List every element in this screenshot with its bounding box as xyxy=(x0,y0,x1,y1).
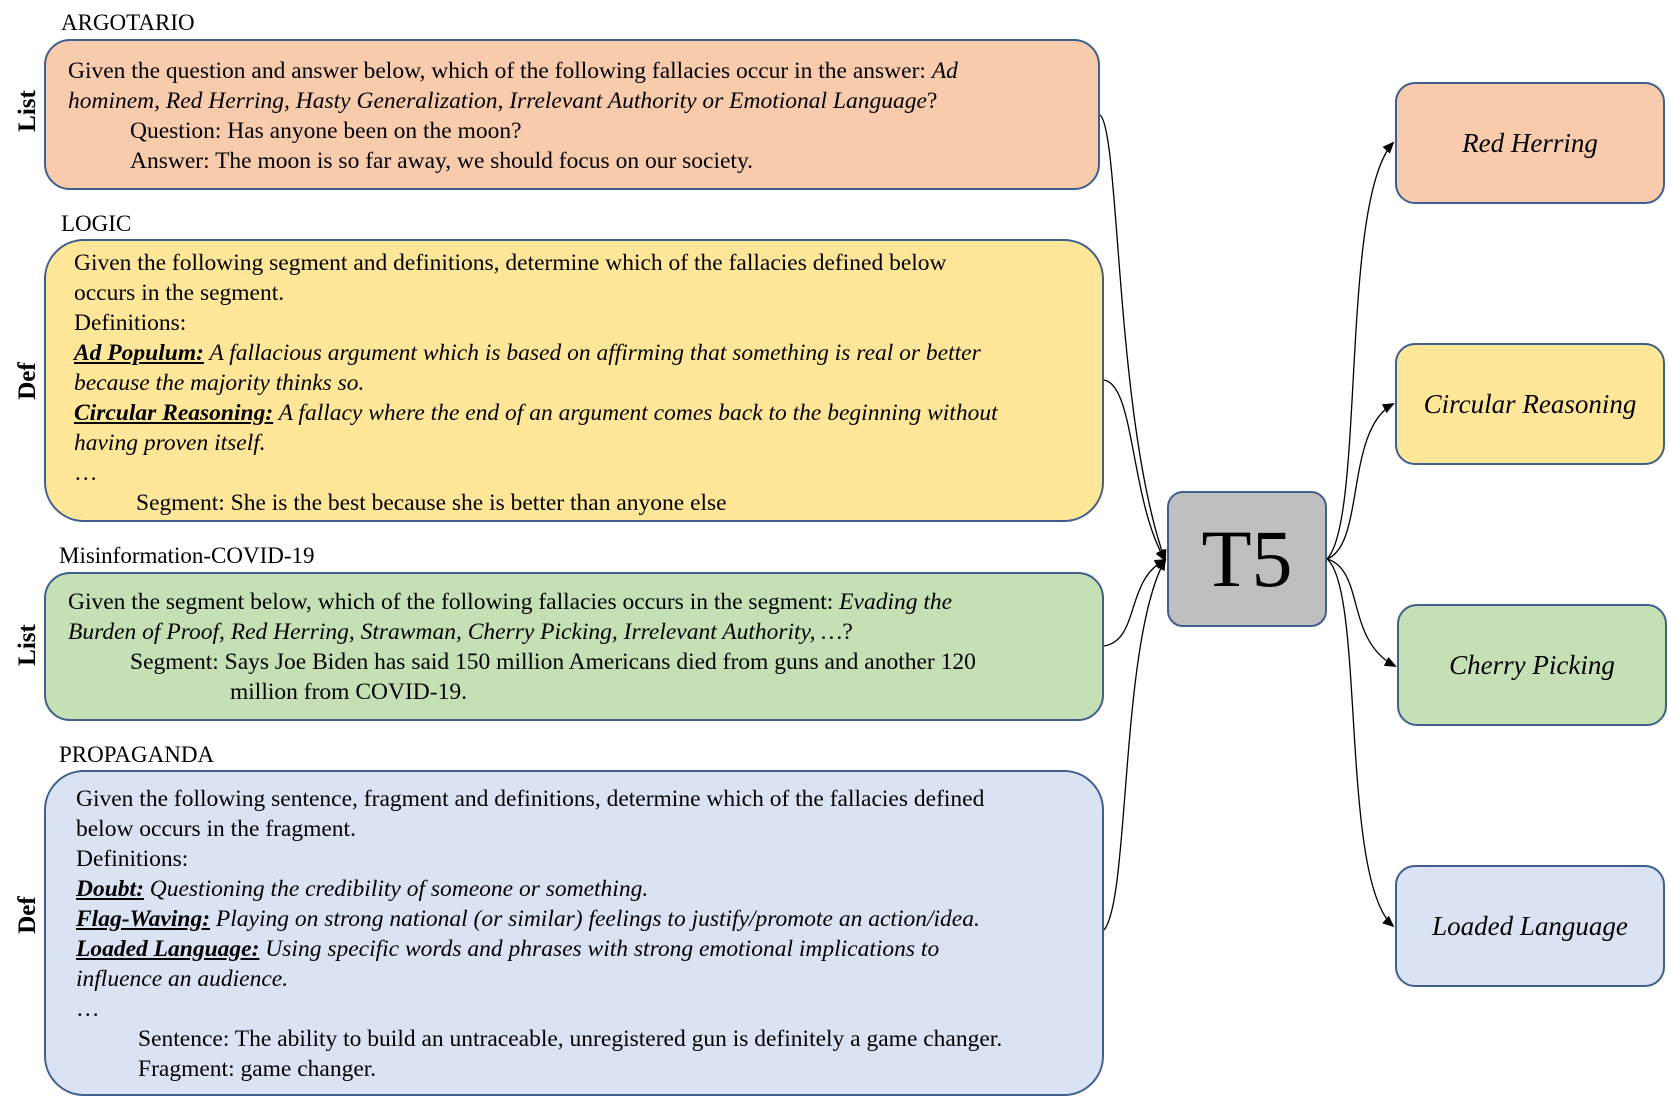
prompt-line: Given the question and answer below, which of the following fallacies occur in the answer: Ad xyxy=(68,58,958,84)
format-label-misinformation: List xyxy=(14,624,41,666)
prompt-box-argotario xyxy=(44,39,1100,190)
sentence-line: Sentence: The ability to build an untraceable, unregistered gun is definitely a game changer. xyxy=(138,1026,1003,1052)
t5-model-box: T5 xyxy=(1167,491,1327,627)
definition-flag-waving: Flag-Waving: Playing on strong national (or similar) feelings to justify/promote an action/idea. xyxy=(76,906,980,932)
arrow-t5-to-cherry-picking xyxy=(1327,559,1395,666)
definition-doubt: Doubt: Questioning the credibility of someone or something. xyxy=(76,876,649,902)
dataset-title-propaganda: PROPAGANDA xyxy=(59,742,215,767)
definition-continuation: because the majority thinks so. xyxy=(74,370,365,396)
arrow-propaganda-to-t5 xyxy=(1104,560,1165,930)
dataset-title-logic: LOGIC xyxy=(61,211,132,236)
answer-line: Answer: The moon is so far away, we should focus on our society. xyxy=(130,148,754,174)
segment-line: Segment: Says Joe Biden has said 150 million Americans died from guns and another 120 xyxy=(130,649,976,675)
arrow-t5-to-red-herring xyxy=(1327,143,1393,559)
question-line: Question: Has anyone been on the moon? xyxy=(130,118,522,144)
definitions-header: Definitions: xyxy=(76,846,189,872)
segment-line: Segment: She is the best because she is better than anyone else xyxy=(136,490,727,516)
fragment-line: Fragment: game changer. xyxy=(138,1056,377,1082)
prompt-line: Burden of Proof, Red Herring, Strawman, Cherry Picking, Irrelevant Authority, …? xyxy=(68,619,853,645)
prompt-box-logic xyxy=(44,239,1104,522)
prompt-box-propaganda xyxy=(44,770,1104,1096)
prompt-line: Given the segment below, which of the following fallacies occurs in the segment: Evading the xyxy=(68,589,953,615)
definition-ad-populum: Ad Populum: A fallacious argument which is based on affirming that something is real or better xyxy=(74,340,981,366)
output-cherry-picking: Cherry Picking xyxy=(1397,604,1667,726)
ellipsis: … xyxy=(74,460,98,486)
format-label-propaganda: Def xyxy=(14,896,41,934)
format-label-argotario: List xyxy=(14,90,41,132)
prompt-line: occurs in the segment. xyxy=(74,280,285,306)
definition-circular-reasoning: Circular Reasoning: A fallacy where the end of an argument comes back to the beginning without xyxy=(74,400,998,426)
definition-loaded-language: Loaded Language: Using specific words and phrases with strong emotional implications to xyxy=(76,936,940,962)
segment-line: million from COVID-19. xyxy=(230,679,467,705)
prompt-line: below occurs in the fragment. xyxy=(76,816,356,842)
arrow-argotario-to-t5 xyxy=(1100,115,1165,560)
output-circular-reasoning: Circular Reasoning xyxy=(1395,343,1665,465)
arrow-t5-to-loaded-language xyxy=(1327,559,1393,926)
definitions-header: Definitions: xyxy=(74,310,187,336)
definition-continuation: having proven itself. xyxy=(74,430,266,456)
format-label-logic: Def xyxy=(14,362,41,400)
output-red-herring: Red Herring xyxy=(1395,82,1665,204)
prompt-line: hominem, Red Herring, Hasty Generalization, Irrelevant Authority or Emotional Language? xyxy=(68,88,938,114)
arrow-t5-to-circular-reasoning xyxy=(1327,404,1393,559)
output-loaded-language: Loaded Language xyxy=(1395,865,1665,987)
prompt-line: Given the following segment and definitions, determine which of the fallacies defined below xyxy=(74,250,947,276)
prompt-line: Given the following sentence, fragment and definitions, determine which of the fallacies defined xyxy=(76,786,985,812)
dataset-title-argotario: ARGOTARIO xyxy=(61,10,195,35)
ellipsis: … xyxy=(76,996,100,1022)
dataset-title-misinformation: Misinformation-COVID-19 xyxy=(59,543,315,568)
prompt-box-misinformation xyxy=(44,572,1104,721)
arrow-misinfo-to-t5 xyxy=(1104,560,1165,646)
definition-continuation: influence an audience. xyxy=(76,966,289,992)
